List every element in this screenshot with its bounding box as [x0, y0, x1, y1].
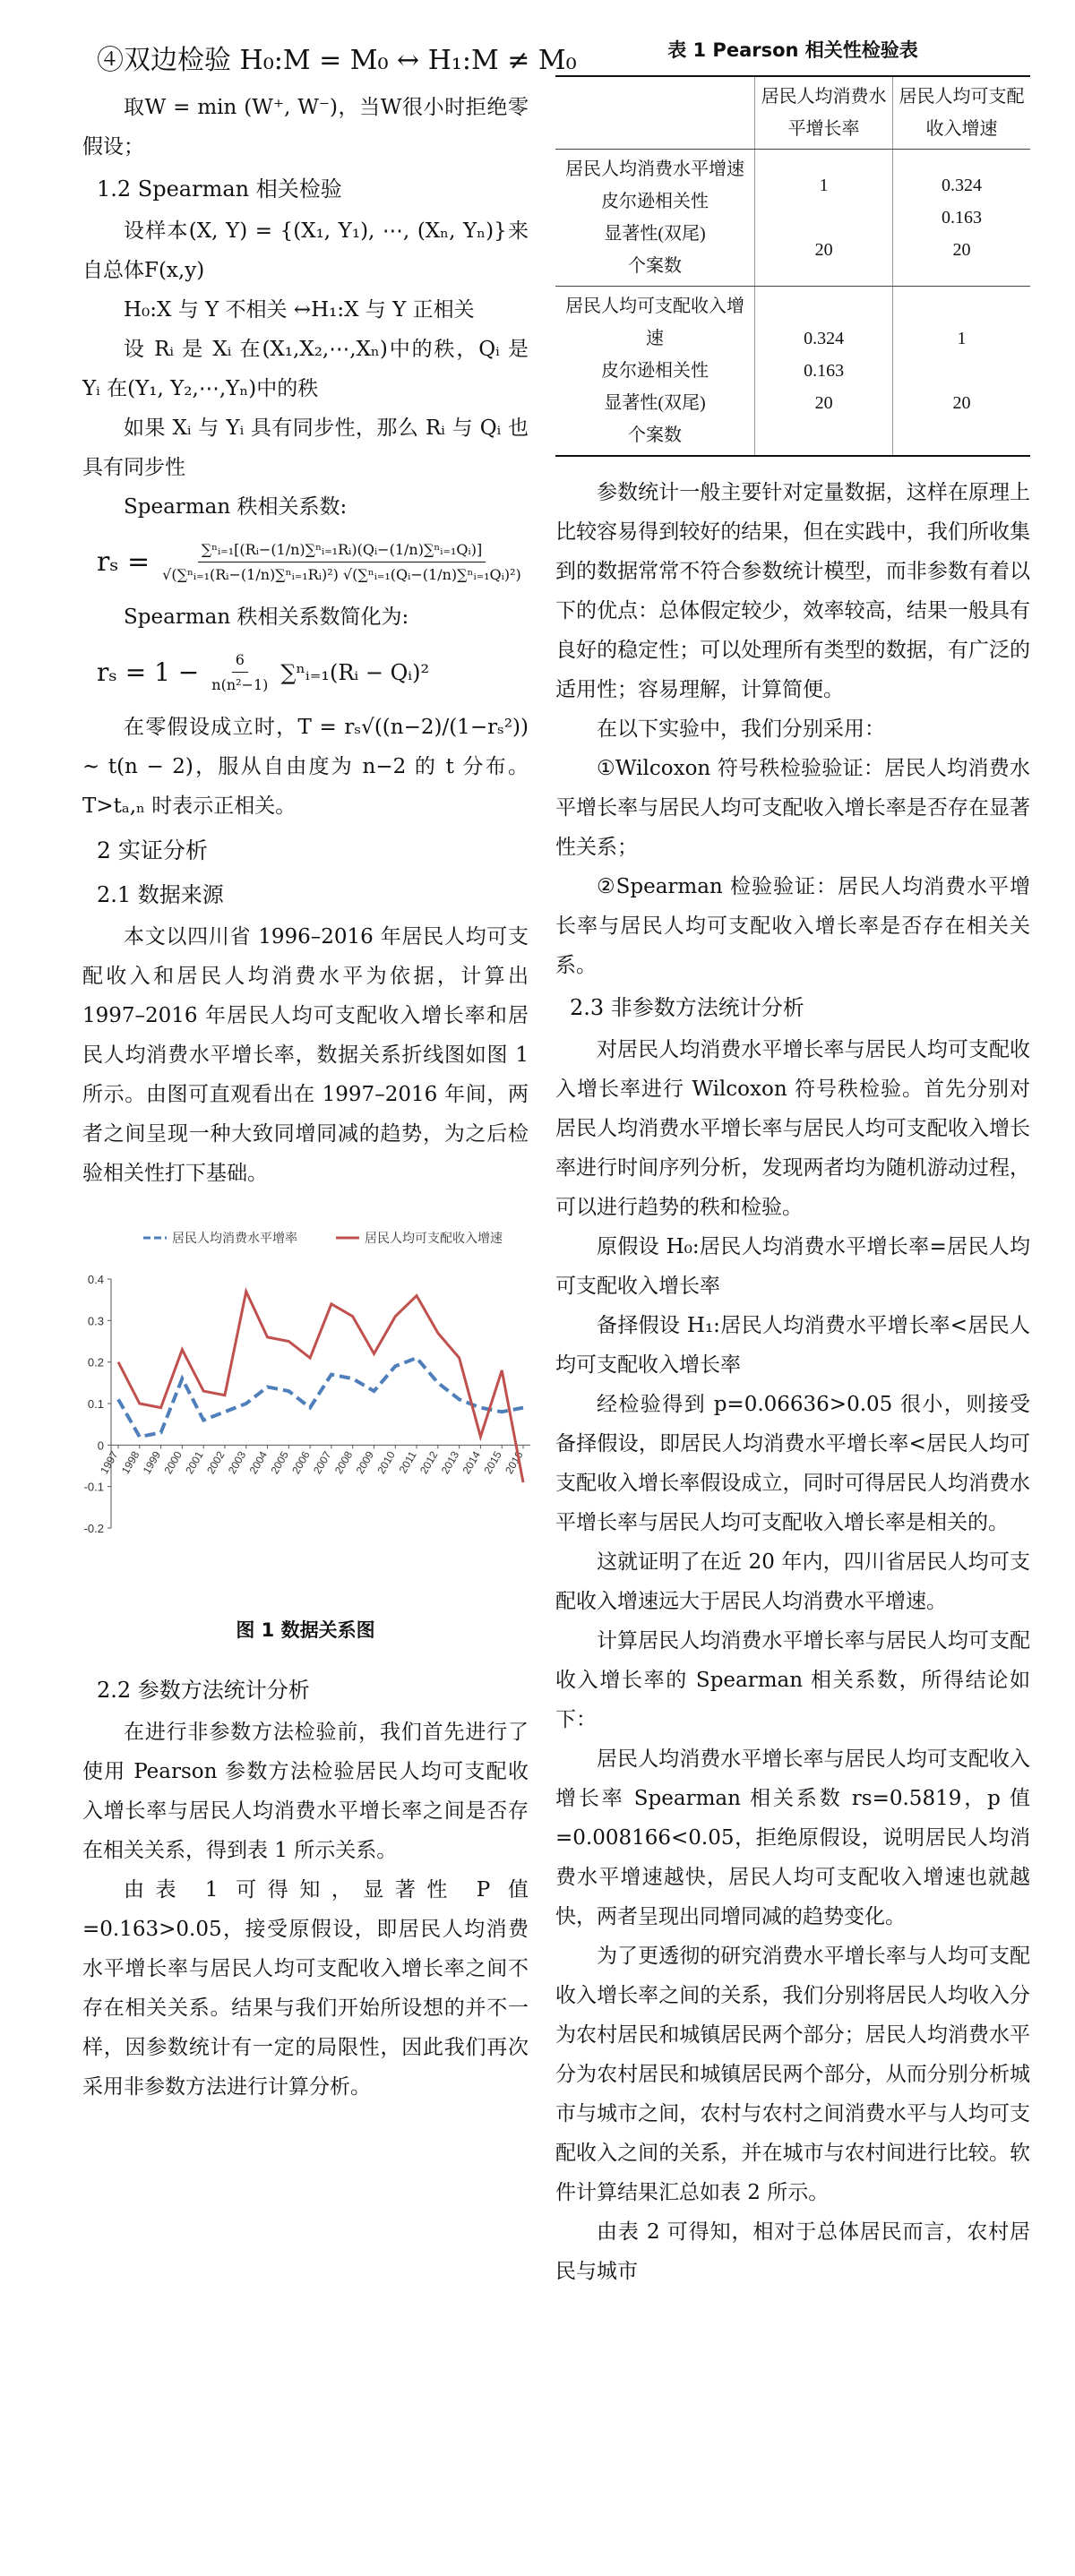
figure-1-caption: 图 1 数据关系图 [236, 1619, 375, 1641]
right-paragraph-10: 计算居民人均消费水平增长率与居民人均可支配收入增长率的 Spearman 相关系数，所得结论如下： [555, 1629, 1030, 1731]
row1-label-3: 显著性(双尾) [604, 224, 706, 244]
section-2-2-heading: 2.2 参数方法统计分析 [97, 1678, 310, 1703]
right-paragraph-3: ①Wilcoxon 符号秩检验验证：居民人均消费水平增长率与居民人均可支配收入增长率是否存在显著性关系； [555, 757, 1030, 859]
row2-labels [555, 287, 755, 457]
x-tick-label: 2001 [183, 1448, 206, 1476]
table-col-1: 居民人均消费水平增长率 [755, 76, 893, 150]
bilateral-test: ④双边检验 H₀:M = M₀ ↔ H₁:M ≠ M₀ [97, 45, 577, 76]
row1-col2-n: 20 [952, 240, 971, 260]
y-tick-label: 0.4 [87, 1273, 104, 1286]
right-paragraph-7: 备择假设 H₁:居民人均消费水平增长率<居民人均可支配收入增长率 [555, 1314, 1030, 1377]
table-corner [555, 76, 755, 150]
row2-label-2: 皮尔逊相关性 [601, 361, 710, 381]
right-paragraph-1: 参数统计一般主要针对定量数据，这样在原理上比较容易得到较好的结果，但在实践中，我们所收集到的数据常常不符合参数统计模型，而非参数有着以下的优点：总体假定较少，效率较高，结果一般具有良好的稳定性；可以处理所有类型的数据，有广泛的适用性；容易理解，计算简便。 [555, 481, 1030, 701]
section-2-1-heading: 2.1 数据来源 [97, 882, 224, 907]
x-tick-label: 1998 [118, 1448, 142, 1476]
y-tick-label: 0.2 [87, 1355, 104, 1370]
row1-col1 [755, 150, 893, 287]
row1-col1-n: 20 [814, 240, 833, 260]
right-paragraph-6: 原假设 H₀:居民人均消费水平增长率=居民人均可支配收入增长率 [555, 1235, 1030, 1298]
x-tick-label: 2012 [417, 1448, 441, 1476]
sync-text: 如果 Xᵢ 与 Yᵢ 具有同步性，那么 Rᵢ 与 Qᵢ 也具有同步性 [82, 416, 529, 479]
sample-def: 设样本(X, Y) = {(X₁, Y₁), ⋯, (Xₙ, Yₙ)}来自总体F(x,y) [82, 219, 529, 282]
param-paragraph-2: 由表 1 可得知，显著性 P 值=0.163>0.05，接受原假设，即居民人均消费水平增长率与居民人均可支配收入增长率之间不存在相关关系。结果与我们开始所设想的并不一样，因参数统计有一定的局限性，因此我们再次采用非参数方法进行计算分析。 [82, 1878, 529, 2099]
x-tick-label: 2004 [246, 1448, 271, 1476]
right-paragraph-8: 经检验得到 p=0.06636>0.05 很小，则接受备择假设，即居民人均消费水平增长率<居民人均可支配收入增长率假设成立，同时可得居民人均消费水平增长率与居民人均可支配收入增长率是相关的。 [555, 1393, 1030, 1534]
null-hypothesis-text: 在零假设成立时，T = rₛ√((n−2)/(1−rₛ²)) ~ t(n − 2)，服从自由度为 n−2 的 t 分布。T>tₐ,ₙ 时表示正相关。 [82, 716, 529, 818]
x-tick-label: 2008 [331, 1448, 356, 1476]
row2-col1 [755, 287, 893, 457]
row1-col1-corr: 1 [819, 176, 829, 195]
right-paragraph-12: 为了更透彻的研究消费水平增长率与人均可支配收入增长率之间的关系，我们分别将居民人均收入分为农村居民和城镇居民两个部分；居民人均消费水平分为农村居民和城镇居民两个部分，从而分别分析城市与城市之间，农村与农村之间消费水平与人均可支配收入之间的关系，并在城市与农村间进行比较。软件计算结果汇总如表 2 所示。 [555, 1945, 1030, 2204]
row2-col2-corr: 1 [957, 329, 967, 348]
take-w-text: 取W = min (W⁺, W⁻)，当W很小时拒绝零假设； [82, 96, 529, 159]
right-paragraph-5: 对居民人均消费水平增长率与居民人均可支配收入增长率进行 Wilcoxon 符号秩检验。首先分别对居民人均消费水平增长率与居民人均可支配收入增长率进行时间序列分析，发现两者均为随机游动过程，可以进行趋势的秩和检验。 [555, 1038, 1030, 1219]
table-header-row [555, 76, 1030, 150]
row2-col1-sig: 0.163 [804, 361, 845, 381]
x-tick-label: 2016 [503, 1448, 526, 1476]
rs2-numerator: 6 [232, 651, 248, 673]
y-tick-label: 0 [97, 1438, 104, 1453]
rs2-lhs: rₛ = 1 − [97, 657, 200, 687]
table-row [555, 287, 1030, 457]
rs2-fraction [208, 651, 271, 693]
left-column [82, 36, 577, 2107]
row1-label-2: 皮尔逊相关性 [601, 192, 710, 211]
row2-label-3: 显著性(双尾) [604, 393, 706, 413]
row1-col2-corr: 0.324 [942, 176, 983, 195]
spearman-label: Spearman 秩相关系数: [124, 495, 348, 519]
x-tick-label: 2014 [460, 1448, 484, 1476]
x-tick-label: 2005 [268, 1448, 291, 1476]
row2-label-4: 个案数 [628, 425, 683, 445]
row2-col2-n: 20 [952, 393, 971, 413]
rs2-denominator: n(n²−1) [211, 676, 269, 693]
rs-numerator: ∑ⁿᵢ₌₁[(Rᵢ−(1/n)∑ⁿᵢ₌₁Rᵢ)(Qᵢ−(1/n)∑ⁿᵢ₌₁Qᵢ)] [198, 541, 486, 562]
simplified-label: Spearman 秩相关系数简化为: [124, 605, 409, 629]
table-1-title: 表 1 Pearson 相关性检验表 [667, 39, 918, 61]
x-tick-label: 2002 [204, 1448, 228, 1476]
x-tick-label: 1997 [98, 1448, 121, 1476]
spearman-formula [97, 541, 529, 583]
table-row [555, 150, 1030, 287]
y-tick-label: -0.2 [83, 1522, 104, 1535]
row2-col1-corr: 0.324 [804, 329, 845, 348]
x-tick-label: 1999 [140, 1448, 164, 1476]
pearson-table [555, 75, 1030, 457]
x-tick-label: 2010 [374, 1448, 398, 1476]
right-paragraph-4: ②Spearman 检验验证：居民人均消费水平增长率与居民人均可支配收入增长率是否存在相关关系。 [555, 875, 1030, 977]
y-tick-label: 0.3 [87, 1314, 104, 1328]
right-paragraph-9: 这就证明了在近 20 年内，四川省居民人均可支配收入增速远大于居民人均消费水平增速。 [555, 1550, 1030, 1613]
row1-col2 [893, 150, 1030, 287]
rs-lhs: rₛ = [97, 546, 150, 578]
x-tick-label: 2000 [161, 1448, 185, 1476]
row2-col2 [893, 287, 1030, 457]
right-column [555, 36, 1030, 2291]
spearman-simplified-formula [97, 651, 529, 693]
section-2-3-heading: 2.3 非参数方法统计分析 [570, 995, 804, 1020]
x-tick-label: 2003 [225, 1448, 249, 1476]
right-paragraph-2: 在以下实验中，我们分别采用： [597, 717, 885, 741]
x-tick-label: 2013 [438, 1448, 462, 1476]
section-1-2-heading: 1.2 Spearman 相关检验 [97, 176, 342, 202]
section-2-heading: 2 实证分析 [97, 837, 208, 863]
x-tick-label: 2007 [311, 1448, 334, 1476]
x-tick-label: 2009 [353, 1448, 377, 1476]
row1-label-4: 个案数 [628, 256, 683, 276]
line-chart-svg [64, 1215, 548, 1609]
y-tick-label: -0.1 [83, 1480, 104, 1494]
hypothesis: H₀:X 与 Y 不相关 ↔H₁:X 与 Y 正相关 [124, 298, 475, 322]
row2-label-1: 居民人均可支配收入增速 [565, 296, 745, 348]
rs-denominator: √(∑ⁿᵢ₌₁(Rᵢ−(1/n)∑ⁿᵢ₌₁Rᵢ)²) √(∑ⁿᵢ₌₁(Qᵢ−(1/n)∑ⁿᵢ₌₁Qᵢ)²) [162, 566, 521, 583]
x-tick-label: 2015 [481, 1448, 504, 1476]
legend-label-1: 居民人均消费水平增率 [172, 1232, 297, 1246]
row1-col2-sig: 0.163 [942, 208, 983, 228]
row1-labels [555, 150, 755, 287]
rs-fraction [159, 541, 525, 583]
row2-col2-blank [899, 355, 1025, 387]
legend-label-2: 居民人均可支配收入增速 [365, 1232, 503, 1246]
data-source-paragraph: 本文以四川省 1996–2016 年居民人均可支配收入和居民人均消费水平为依据，计算出 1997–2016 年居民人均可支配收入增长率和居民人均消费水平增长率，数据关系折线图如图 1 所示。由图可直观看出在 1997–2016 年间，两者之间呈现一种大致同增同减的趋势，为之后检验相关性打下基础。 [82, 925, 529, 1185]
rank-def: 设 Rᵢ 是 Xᵢ 在(X₁,X₂,⋯,Xₙ)中的秩，Qᵢ 是 Yᵢ 在(Y₁, Y₂,⋯,Yₙ)中的秩 [82, 338, 529, 400]
right-paragraph-13: 由表 2 可得知，相对于总体居民而言，农村居民与城市 [555, 2220, 1030, 2283]
rs2-tail: ∑ⁿᵢ₌₁(Rᵢ − Qᵢ)² [280, 659, 430, 685]
x-tick-label: 2011 [396, 1448, 419, 1476]
table-col-2: 居民人均可支配收入增速 [893, 76, 1030, 150]
param-paragraph-1: 在进行非参数方法检验前，我们首先进行了使用 Pearson 参数方法检验居民人均可支配收入增长率与居民人均消费水平增长率之间是否存在相关关系，得到表 1 所示关系。 [82, 1721, 529, 1862]
row1-col1-blank [761, 202, 887, 234]
x-tick-label: 2006 [289, 1448, 313, 1476]
row2-col1-n: 20 [814, 393, 833, 413]
y-tick-label: 0.1 [87, 1397, 104, 1411]
right-paragraph-11: 居民人均消费水平增长率与居民人均可支配收入增长率 Spearman 相关系数 rs=0.5819，p 值=0.008166<0.05，拒绝原假设，说明居民人均消费水平增速越快，居民人均可支配收入增速也就越快，两者呈现出同增同减的趋势变化。 [555, 1747, 1030, 1928]
row1-label-1: 居民人均消费水平增速 [565, 159, 745, 179]
figure-1-chart [64, 1215, 548, 1609]
